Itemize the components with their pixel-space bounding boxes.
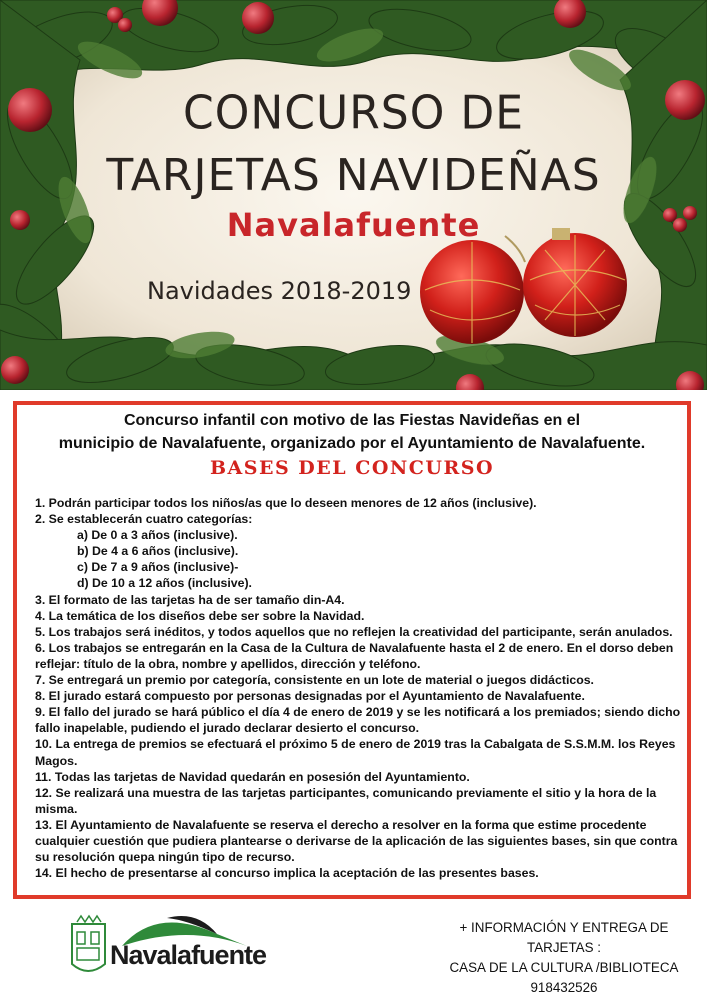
category-a: a) De 0 a 3 años (inclusive). xyxy=(77,528,238,543)
bases-title: BASES DEL CONCURSO xyxy=(209,457,495,479)
intro-line-2: municipio de Navalafuente, organizado por el Ayuntamiento de Navalafuente. xyxy=(58,435,646,452)
rule-4: 4. La temática de los diseños debe ser sobre la Navidad. xyxy=(35,608,365,623)
rule-1: 1. Podrán participar todos los niños/as que lo deseen menores de 12 años (inclusive). xyxy=(35,496,537,510)
category-b: b) De 4 a 6 años (inclusive). xyxy=(77,544,239,559)
category-c: c) De 7 a 9 años (inclusive)- xyxy=(77,560,239,575)
season-label: Navidades 2018-2019 xyxy=(147,277,412,305)
phone-number: 918432526 xyxy=(530,980,598,995)
rules-box xyxy=(13,401,691,899)
rule-8: 8. El jurado estará compuesto por personas designadas por el Ayuntamiento de Navalafuente. xyxy=(35,689,585,704)
rule-6: 6. Los trabajos se entregarán en la Casa de la Cultura de Navalafuente hasta el 2 de enero. En el dorso deben reflejar: título de la obra, nombre y apellidos, dirección y teléfono. xyxy=(35,640,674,671)
info-line-1: + INFORMACIÓN Y ENTREGA DE xyxy=(459,920,669,935)
category-d: d) De 10 a 12 años (inclusive). xyxy=(77,576,252,591)
contact-info xyxy=(438,918,690,998)
header-banner xyxy=(0,0,707,390)
intro-line-1: Concurso infantil con motivo de las Fiestas Navideñas en el xyxy=(123,412,581,429)
title-line-2: TARJETAS NAVIDEÑAS xyxy=(106,150,601,201)
rule-2: 2. Se establecerán cuatro categorías: xyxy=(35,512,253,527)
rule-3: 3. El formato de las tarjetas ha de ser tamaño din-A4. xyxy=(35,592,345,607)
rule-14: 14. El hecho de presentarse al concurso implica la aceptación de las presentes bases. xyxy=(35,866,539,881)
rule-12: 12. Se realizará una muestra de las tarjetas participantes, comunicando previamente el sitio y la hora de la misma. xyxy=(35,785,657,816)
rule-5: 5. Los trabajos será inéditos, y todos aquellos que no reflejen la creatividad del participante, serán anulados. xyxy=(35,624,673,639)
rule-10: 10. La entrega de premios se efectuará el próximo 5 de enero de 2019 tras la Cabalgata de S.S.M.M. los Reyes Magos. xyxy=(35,737,676,768)
title-line-1: CONCURSO DE xyxy=(183,86,524,141)
rule-11: 11. Todas las tarjetas de Navidad quedarán en posesión del Ayuntamiento. xyxy=(35,769,470,784)
rule-9: 9. El fallo del jurado se hará público el día 4 de enero de 2019 y se les notificará a los premiados; siendo dicho fallo inapelable, pudiendo el jurado declarar desierto el concurso. xyxy=(35,705,681,736)
coat-of-arms-icon xyxy=(72,916,105,971)
rule-13: 13. El Ayuntamiento de Navalafuente se reserva el derecho a resolver en la forma que estime procedente cualquier cuestión que pudiera plantearse o derivarse de la aplicación de las siguientes bases, sin que contra su resolución quepa ningún tipo de recurso. xyxy=(35,817,678,865)
info-line-2: TARJETAS : xyxy=(527,940,601,955)
logo-wordmark: Navalafuente xyxy=(110,940,267,970)
rules-list xyxy=(35,495,685,881)
town-name: Navalafuente xyxy=(226,206,481,244)
info-line-3: CASA DE LA CULTURA /BIBLIOTECA xyxy=(449,960,679,975)
rule-7: 7. Se entregará un premio por categoría, consistente en un lote de material o juegos didácticos. xyxy=(35,673,594,688)
